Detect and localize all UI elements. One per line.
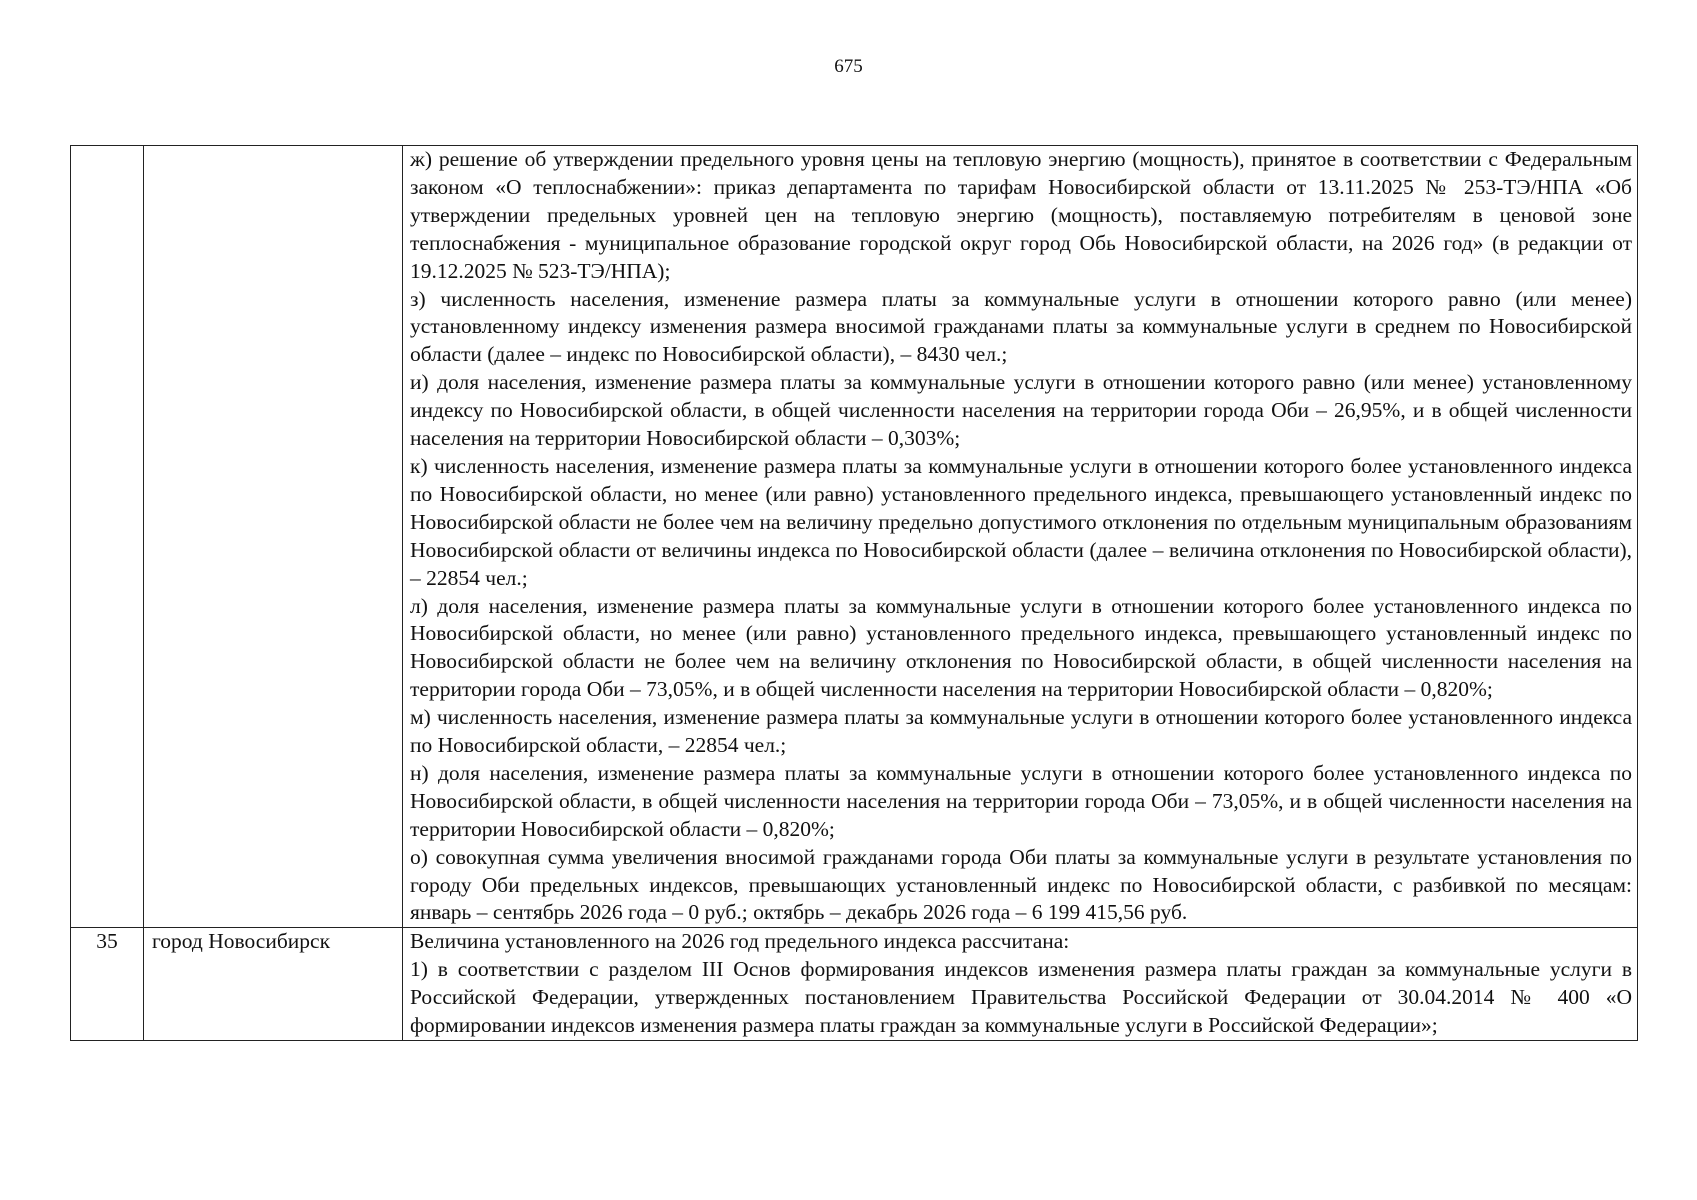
paragraph-i: и) доля населения, изменение размера платы за коммунальные услуги в отношении которого равно (или менее) установленному индексу по Новосибирской области, в общей численности населения на территории города Оби – 26,95%, и в общей численности населения на территории Новосибирской области – 0,303%; [410,370,1632,451]
table-row [71,146,1638,928]
paragraph-zh: ж) решение об утверждении предельного уровня цены на тепловую энергию (мощность), принятое в соответствии с Федеральным законом «О теплоснабжении»: приказ департамента по тарифам Новосибирской области от 13.11.2025 № 253-ТЭ/НПА «Об утверждении предельных уровней цен на тепловую энергию (мощность), поставляемую потребителям в ценовой зоне теплоснабжения - муниципальное образование городской округ город Обь Новосибирской области, на 2026 год» (в редакции от 19.12.2025 № 523-ТЭ/НПА); [410,147,1632,283]
document-table [70,145,1638,1041]
paragraph-intro: Величина установленного на 2026 год предельного индекса рассчитана: [410,929,1070,954]
paragraph-1: 1) в соответствии с разделом III Основ формирования индексов изменения размера платы граждан за коммунальные услуги в Российской Федерации, утвержденных постановлением Правительства Российской Федерации от 30.04.2014 № 400 «О формировании индексов изменения размера платы граждан за коммунальные услуги в Российской Федерации»; [410,957,1632,1038]
paragraph-z: з) численность населения, изменение размера платы за коммунальные услуги в отношении которого равно (или менее) установленному индексу изменения размера вносимой гражданами платы за коммунальные услуги в среднем по Новосибирской области (далее – индекс по Новосибирской области), – 8430 чел.; [410,286,1632,367]
municipality-name-cell [144,146,403,928]
municipality-name-cell: город Новосибирск [144,928,403,1041]
paragraph-m: м) численность населения, изменение размера платы за коммунальные услуги в отношении которого более установленного индекса по Новосибирской области, – 22854 чел.; [410,705,1632,758]
paragraph-o: о) совокупная сумма увеличения вносимой гражданами города Оби платы за коммунальные услуги в результате установления по городу Оби предельных индексов, превышающих установленный индекс по Новосибирской области, с разбивкой по месяцам: январь – сентябрь 2026 года – 0 руб.; октябрь – декабрь 2026 года – 6 199 415,56 руб. [410,844,1632,925]
paragraph-n: н) доля населения, изменение размера платы за коммунальные услуги в отношении которого более установленного индекса по Новосибирской области, в общей численности населения на территории города Оби – 73,05%, и в общей численности населения на территории Новосибирской области – 0,820%; [410,760,1632,841]
page-number: 675 [834,56,863,77]
row-number-cell: 35 [71,928,144,1041]
table-row [71,928,1638,1041]
paragraph-l: л) доля населения, изменение размера платы за коммунальные услуги в отношении которого более установленного индекса по Новосибирской области, но менее (или равно) установленного предельного индекса, превышающего установленный индекс по Новосибирской области не более чем на величину отклонения по Новосибирской области, в общей численности населения на территории города Оби – 73,05%, и в общей численности населения на территории Новосибирской области – 0,820%; [410,593,1632,702]
description-cell [403,146,1638,928]
row-number-cell [71,146,144,928]
paragraph-k: к) численность населения, изменение размера платы за коммунальные услуги в отношении которого более установленного индекса по Новосибирской области, но менее (или равно) установленного предельного индекса, превышающего установленный индекс по Новосибирской области не более чем на величину предельно допустимого отклонения по отдельным муниципальным образованиям Новосибирской области от величины индекса по Новосибирской области (далее – величина отклонения по Новосибирской области), – 22854 чел.; [410,453,1632,590]
description-cell [403,928,1638,1041]
